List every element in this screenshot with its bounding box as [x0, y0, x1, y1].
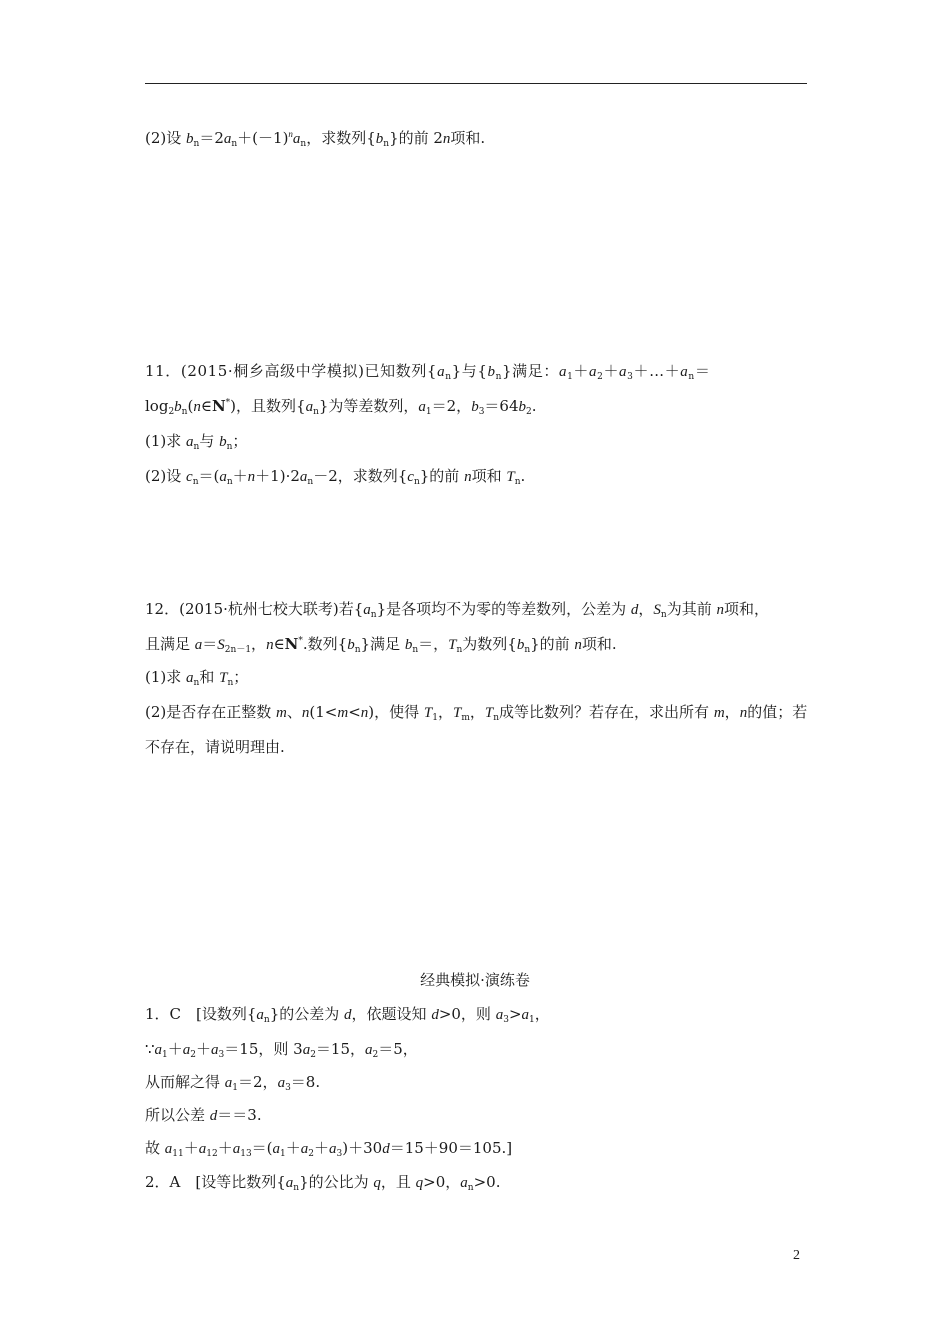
- answer-1-line-5: 故 $a_{11}+a_{12}+a_{13}=(a_1+a_2+a_3)+30d=15+90=105$.]: [145, 1139, 513, 1159]
- answer-1-line-4: 所以公差 d＝＝3.: [145, 1106, 262, 1124]
- problem-12-line-1: 12．(2015·杭州七校大联考)若$\{a_n\}$是各项均不为零的等差数列，公差为 d，$S_n$为其前 n项和，: [145, 600, 770, 620]
- answer-1-line-2: $\because a_1+a_2+a_3=15$，则 $3a_2=15$，$a_2=5$，: [145, 1040, 418, 1060]
- answer-1-line-1: 1．C [设数列$\{a_n\}$的公差为 d，依题设知 d>0，则 $a_3>a_1$，: [145, 1005, 550, 1025]
- answer-2-line-1: 2．A [设等比数列$\{a_n\}$的公比为 q，且 q>0，$a_n>0$.: [145, 1173, 501, 1193]
- page-number: 2: [793, 1248, 800, 1263]
- problem-11-line-1: 11．(2015·桐乡高级中学模拟)已知数列$\{a_n\}$与$\{b_n\}$满足：$a_1+a_2+a_3+\dots+a_n=$: [145, 362, 711, 382]
- problem-12-line-2: 且满足 $a=S_{2n-1}$，n∈N*.数列$\{b_n\}$满足 $b_n=$，$T_n$为数列$\{b_n\}$的前 n项和.: [145, 635, 617, 655]
- problem-12-part-2: (2)是否存在正整数 m、n(1<m<n)，使得 $T_1$，$T_m$，$T_n$成等比数列？若存在，求出所有 m，n的值；若: [145, 703, 808, 723]
- problem-11-part-1: (1)求 $a_n$与 $b_n$；: [145, 432, 248, 452]
- problem-10-part-2: (2)设 $b_n=2a_n+(-1)^na_n$，求数列$\{b_n\}$的前 2n项和.: [145, 129, 486, 149]
- section-title: 经典模拟·演练卷: [420, 971, 530, 989]
- problem-11-part-2: (2)设 $c_n=(a_n+n+1)\cdot 2a_n-2$，求数列$\{c_n\}$的前 n项和 $T_n$.: [145, 467, 526, 487]
- problem-11-line-2: $\log_2b_n(n\in N^*)$，且数列$\{a_n\}$为等差数列，$a_1=2$，$b_3=64b_2$.: [145, 397, 537, 417]
- header-rule: [145, 83, 807, 84]
- problem-12-part-2-cont: 不存在，请说明理由.: [145, 738, 285, 756]
- answer-1-line-3: 从而解之得 $a_1=2$，$a_3=8$.: [145, 1073, 321, 1093]
- problem-12-part-1: (1)求 $a_n$和 $T_n$；: [145, 668, 249, 688]
